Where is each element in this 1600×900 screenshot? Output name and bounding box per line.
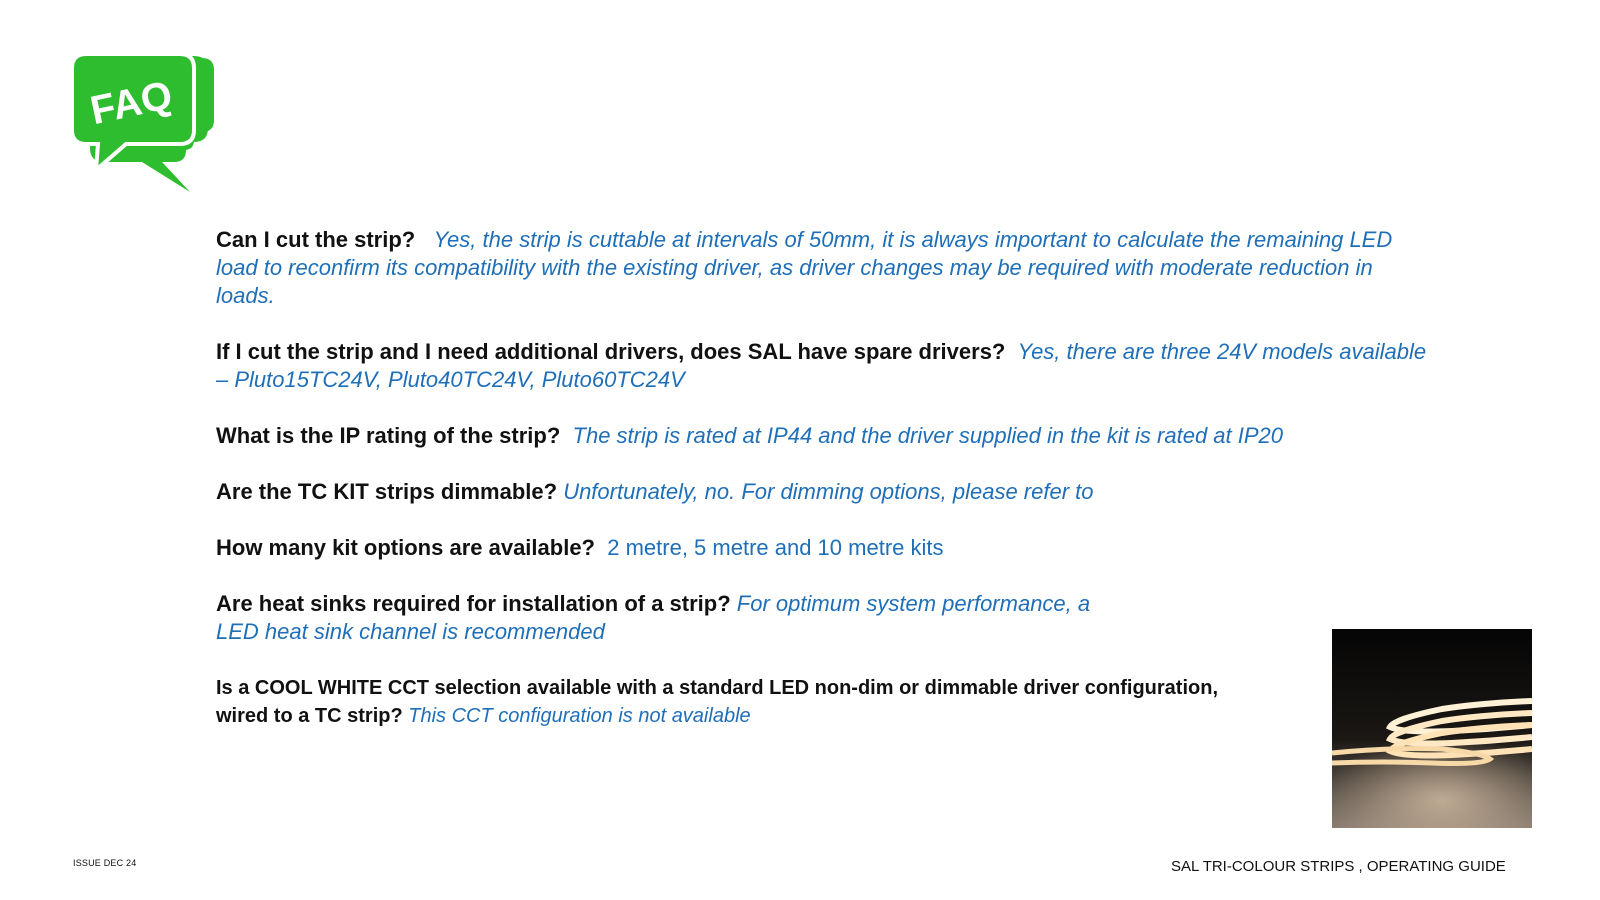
led-strip-photo	[1332, 629, 1532, 828]
faq-list	[216, 226, 1436, 758]
faq-question: Are the TC KIT strips dimmable?	[216, 479, 558, 504]
faq-question: Can I cut the strip?	[216, 227, 416, 252]
faq-logo	[66, 50, 222, 200]
faq-question: Is a COOL WHITE CCT selection available with a standard LED non-dim or dimmable driver configuration,	[216, 677, 1219, 699]
footer-title: SAL TRI-COLOUR STRIPS , OPERATING GUIDE	[1171, 858, 1506, 875]
faq-answer: Yes, there are three 24V models available – Pluto15TC24V, Pluto40TC24V, Pluto60TC24V	[216, 339, 1427, 392]
faq-item-dimmable	[216, 478, 1436, 506]
faq-question: If I cut the strip and I need additional drivers, does SAL have spare drivers?	[216, 339, 1006, 364]
faq-question: How many kit options are available?	[216, 535, 595, 560]
faq-answer-continued: LED heat sink channel is recommended	[216, 619, 605, 644]
faq-item-ip-rating	[216, 422, 1436, 450]
faq-answer: 2 metre, 5 metre and 10 metre kits	[607, 535, 944, 560]
faq-answer: This CCT configuration is not available	[408, 705, 751, 727]
faq-answer: Unfortunately, no. For dimming options, please refer to	[563, 479, 1094, 504]
faq-item-cut-strip	[216, 226, 1436, 310]
faq-item-kit-options	[216, 534, 1436, 562]
faq-logo-text: FAQ	[86, 72, 177, 134]
faq-item-cool-white	[216, 674, 1436, 730]
faq-answer: Yes, the strip is cuttable at intervals of 50mm, it is always important to calculate the remaining LED load to reconfirm its compatibility with the existing driver, as driver changes may be required with moderate reduction in loads.	[216, 227, 1393, 308]
faq-answer: The strip is rated at IP44 and the driver supplied in the kit is rated at IP20	[572, 423, 1284, 448]
faq-question: What is the IP rating of the strip?	[216, 423, 561, 448]
faq-question-continued: wired to a TC strip?	[216, 705, 403, 727]
faq-question: Are heat sinks required for installation of a strip?	[216, 591, 731, 616]
faq-item-spare-drivers	[216, 338, 1436, 394]
faq-answer: For optimum system performance, a	[736, 591, 1091, 616]
footer-issue: ISSUE DEC 24	[73, 858, 137, 868]
faq-speech-bubble-icon	[66, 50, 222, 200]
faq-item-heat-sinks	[216, 590, 1436, 646]
